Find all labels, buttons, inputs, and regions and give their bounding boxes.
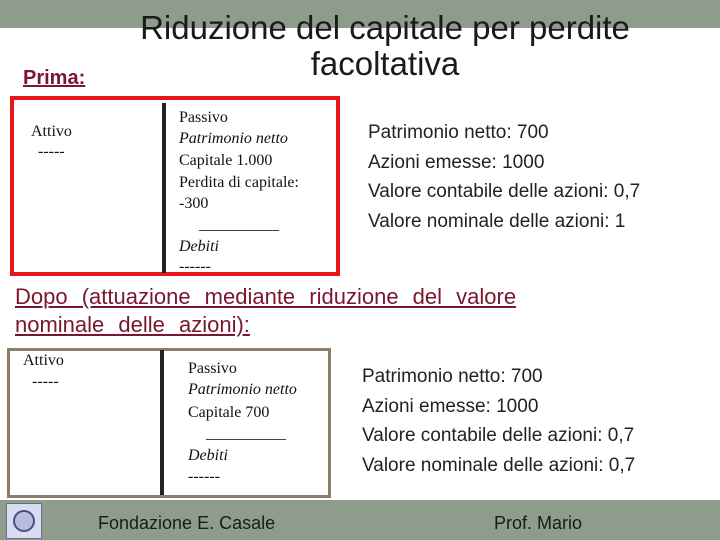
title-line-1: Riduzione del capitale per perdite [140, 9, 630, 46]
after-capitale: Capitale 700 [188, 404, 270, 421]
after-debiti: Debiti [188, 447, 228, 464]
before-debiti-dashes: ------ [179, 258, 211, 275]
before-patrimonio-label: Patrimonio netto [179, 130, 288, 147]
slide-title [95, 10, 675, 82]
after-debiti-dashes: ------ [188, 468, 220, 485]
after-patrimonio-label: Patrimonio netto [188, 381, 297, 398]
footer-author: Prof. Mario [494, 513, 583, 533]
before-info-valore-contabile: Valore contabile delle azioni: 0,7 [368, 181, 641, 202]
after-info-patrimonio: Patrimonio netto: 700 [362, 366, 543, 387]
before-passivo-label: Passivo [179, 109, 228, 126]
before-rule: __________ [199, 216, 279, 233]
after-info-list [362, 362, 635, 480]
dopo-heading-line-1: Dopo (attuazione mediante riduzione del valore [15, 284, 517, 309]
after-rule: __________ [206, 425, 286, 442]
after-attivo-label: Attivo [23, 352, 64, 369]
before-debiti: Debiti [179, 238, 219, 255]
before-divider [162, 103, 166, 273]
after-divider [160, 350, 164, 495]
logo-seal-icon [13, 510, 35, 532]
before-attivo-label: Attivo [31, 123, 72, 140]
dopo-heading [15, 283, 715, 339]
before-info-azioni: Azioni emesse: 1000 [368, 151, 545, 173]
after-passivo-label: Passivo [188, 360, 237, 377]
footer-institution: Fondazione E. Casale [98, 513, 276, 533]
after-info-valore-contabile: Valore contabile delle azioni: 0,7 [362, 425, 635, 446]
before-perdita: Perdita di capitale: [179, 174, 299, 191]
before-perdita-value: -300 [179, 195, 209, 212]
after-info-azioni: Azioni emesse: 1000 [362, 395, 539, 417]
after-attivo-dashes: ----- [32, 373, 59, 390]
title-line-2: facoltativa [310, 45, 460, 82]
before-capitale: Capitale 1.000 [179, 152, 273, 169]
dopo-heading-line-2: nominale delle azioni): [15, 312, 250, 337]
after-balance-frame [7, 348, 331, 498]
before-attivo-dashes: ----- [38, 143, 65, 160]
before-info-list [368, 118, 640, 236]
before-info-patrimonio: Patrimonio netto: 700 [368, 122, 549, 143]
before-info-valore-nominale: Valore nominale delle azioni: 1 [368, 210, 626, 232]
after-info-valore-nominale: Valore nominale delle azioni: 0,7 [362, 454, 636, 476]
institution-logo-icon [6, 503, 42, 539]
prima-label: Prima: [23, 67, 86, 89]
